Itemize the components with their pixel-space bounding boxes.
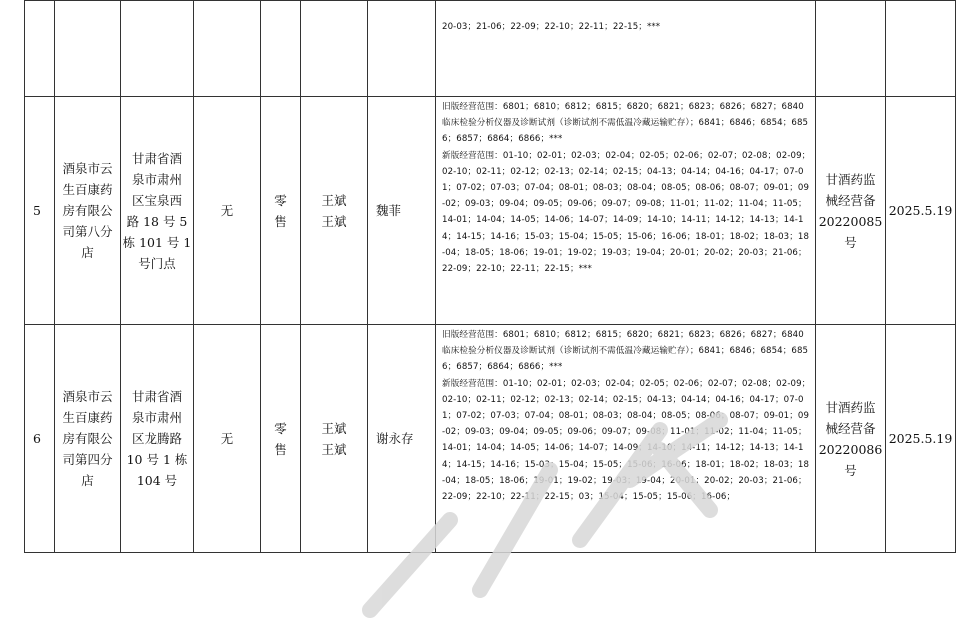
address-line: 路 18 号 5 (126, 213, 188, 229)
type-cell (261, 325, 301, 553)
name-line: 司第八分 (62, 224, 113, 239)
record-line: 甘酒药监 (825, 399, 876, 415)
person-name: 王斌 (321, 441, 347, 457)
scope-old: 旧版经营范围：6801；6810；6812；6815；6820；6821；6823；6826；6827；6840 临床检验分析仪器及诊断试剂（诊断试剂不需低温冷藏运输贮存）；6841；6846；6854；6856；6857；6864；6866；*** (442, 102, 809, 145)
table-row (25, 325, 956, 553)
record-line: 号 (844, 234, 857, 250)
name-line: 酒泉市云 (62, 161, 113, 176)
address-line: 栋 101 号 1 (122, 234, 192, 250)
address-line: 区宝泉西 (131, 192, 182, 208)
address-line: 号门点 (138, 255, 176, 271)
no-cell: 6 (25, 325, 55, 553)
chain-cell (194, 1, 261, 97)
persons-cell (301, 1, 368, 97)
name-cell (55, 325, 121, 553)
record-line: 甘酒药监 (825, 171, 876, 187)
person-name: 王斌 (321, 420, 347, 436)
type-line: 售 (274, 441, 287, 457)
record-line: 20220085 (818, 213, 883, 229)
table-row (25, 97, 956, 325)
address-line: 甘肃省酒 (131, 150, 182, 166)
type-line: 零 (274, 192, 287, 208)
date-cell (886, 1, 956, 97)
scope-new: 新版经营范围：01-10；02-01；02-03；02-04；02-05；02-06；02-07；02-08；02-09；02-10；02-11；02-12；02-13；02-14；02-15；04-13；04-14；04-16；04-17；07-01；07-02；07-03；07-04；08-01；08-03；08-04；08-05；08-06；08-07；09-01；09-02；09-03；09-04；09-05；09-06；09-07；09-08；11-01；11-02；11-04；11-05；14-01；14-04；14-05；14-06；14-07；14-09；14-10；14-11；14-12；14-13；14-14；14-15；14-16；15-03；15-04；15-05；15-06；16-06；18-01；18-02；18-03；18-04；18-05；18-06；19-01；19-02；19-03；19-04；20-01；20-02；20-03；21-06；22-09；22-10；22-11；22-15；03；15-04；15-05；15-06；16-06； (442, 378, 811, 503)
record-line: 20220086 (818, 441, 883, 457)
no-cell: 5 (25, 97, 55, 325)
type-cell (261, 97, 301, 325)
record-line: 械经营备 (825, 420, 876, 436)
record-cell (816, 325, 886, 553)
scope-old: 旧版经营范围：6801；6810；6812；6815；6820；6821；6823；6826；6827；6840 临床检验分析仪器及诊断试剂（诊断试剂不需低温冷藏运输贮存）；6841；6846；6854；6856；6857；6864；6866；*** (442, 330, 809, 373)
address-cell (121, 97, 194, 325)
name-line: 店 (81, 245, 94, 260)
quality-cell: 谢永存 (368, 325, 436, 553)
address-cell (121, 325, 194, 553)
name-line: 酒泉市云 (62, 389, 113, 404)
scope-cell (436, 325, 816, 553)
name-cell (55, 97, 121, 325)
address-cell (121, 1, 194, 97)
name-cell (55, 1, 121, 97)
quality-cell (368, 1, 436, 97)
records-table (24, 0, 956, 553)
date-cell: 2025.5.19 (886, 97, 956, 325)
scope-cell (436, 1, 816, 97)
person-name: 王斌 (321, 192, 347, 208)
person-name: 王斌 (321, 213, 347, 229)
record-line: 械经营备 (825, 192, 876, 208)
name-line: 房有限公 (62, 431, 113, 446)
no-cell (25, 1, 55, 97)
name-line: 店 (81, 473, 94, 488)
address-line: 泉市肃州 (131, 410, 182, 425)
name-line: 生百康药 (62, 410, 113, 425)
type-cell (261, 1, 301, 97)
record-line: 号 (844, 462, 857, 478)
scope-cell (436, 97, 816, 325)
date-cell: 2025.5.19 (886, 325, 956, 553)
type-line: 售 (274, 213, 287, 229)
scope-new: 新版经营范围：01-10；02-01；02-03；02-04；02-05；02-06；02-07；02-08；02-09；02-10；02-11；02-12；02-13；02-14；02-15；04-13；04-14；04-16；04-17；07-01；07-02；07-03；07-04；08-01；08-03；08-04；08-05；08-06；08-07；09-01；09-02；09-03；09-04；09-05；09-06；09-07；09-08；11-01；11-02；11-04；11-05；14-01；14-04；14-05；14-06；14-07；14-09；14-10；14-11；14-12；14-13；14-14；14-15；14-16；15-03；15-04；15-05；15-06；16-06；18-01；18-02；18-03；18-04；18-05；18-06；19-01；19-02；19-03；19-04；20-01；20-02；20-03；21-06；22-09；22-10；22-11；22-15；*** (442, 150, 811, 275)
address-line: 甘肃省酒 (131, 389, 182, 404)
persons-cell (301, 325, 368, 553)
type-line: 零 (274, 420, 287, 436)
name-line: 司第四分 (62, 452, 113, 467)
name-line: 房有限公 (62, 203, 113, 218)
chain-cell: 无 (194, 325, 261, 553)
name-line: 生百康药 (62, 182, 113, 197)
address-line: 泉市肃州 (131, 171, 182, 187)
address-line: 区龙腾路 (131, 431, 182, 446)
record-cell (816, 1, 886, 97)
table-row (25, 1, 956, 97)
record-cell (816, 97, 886, 325)
persons-cell (301, 97, 368, 325)
quality-cell: 魏菲 (368, 97, 436, 325)
chain-cell: 无 (194, 97, 261, 325)
address-line: 104 号 (136, 473, 178, 488)
scope-text: 20-03；21-06；22-09；22-10；22-11；22-15；*** (442, 22, 661, 32)
address-line: 10 号 1 栋 (126, 452, 188, 467)
